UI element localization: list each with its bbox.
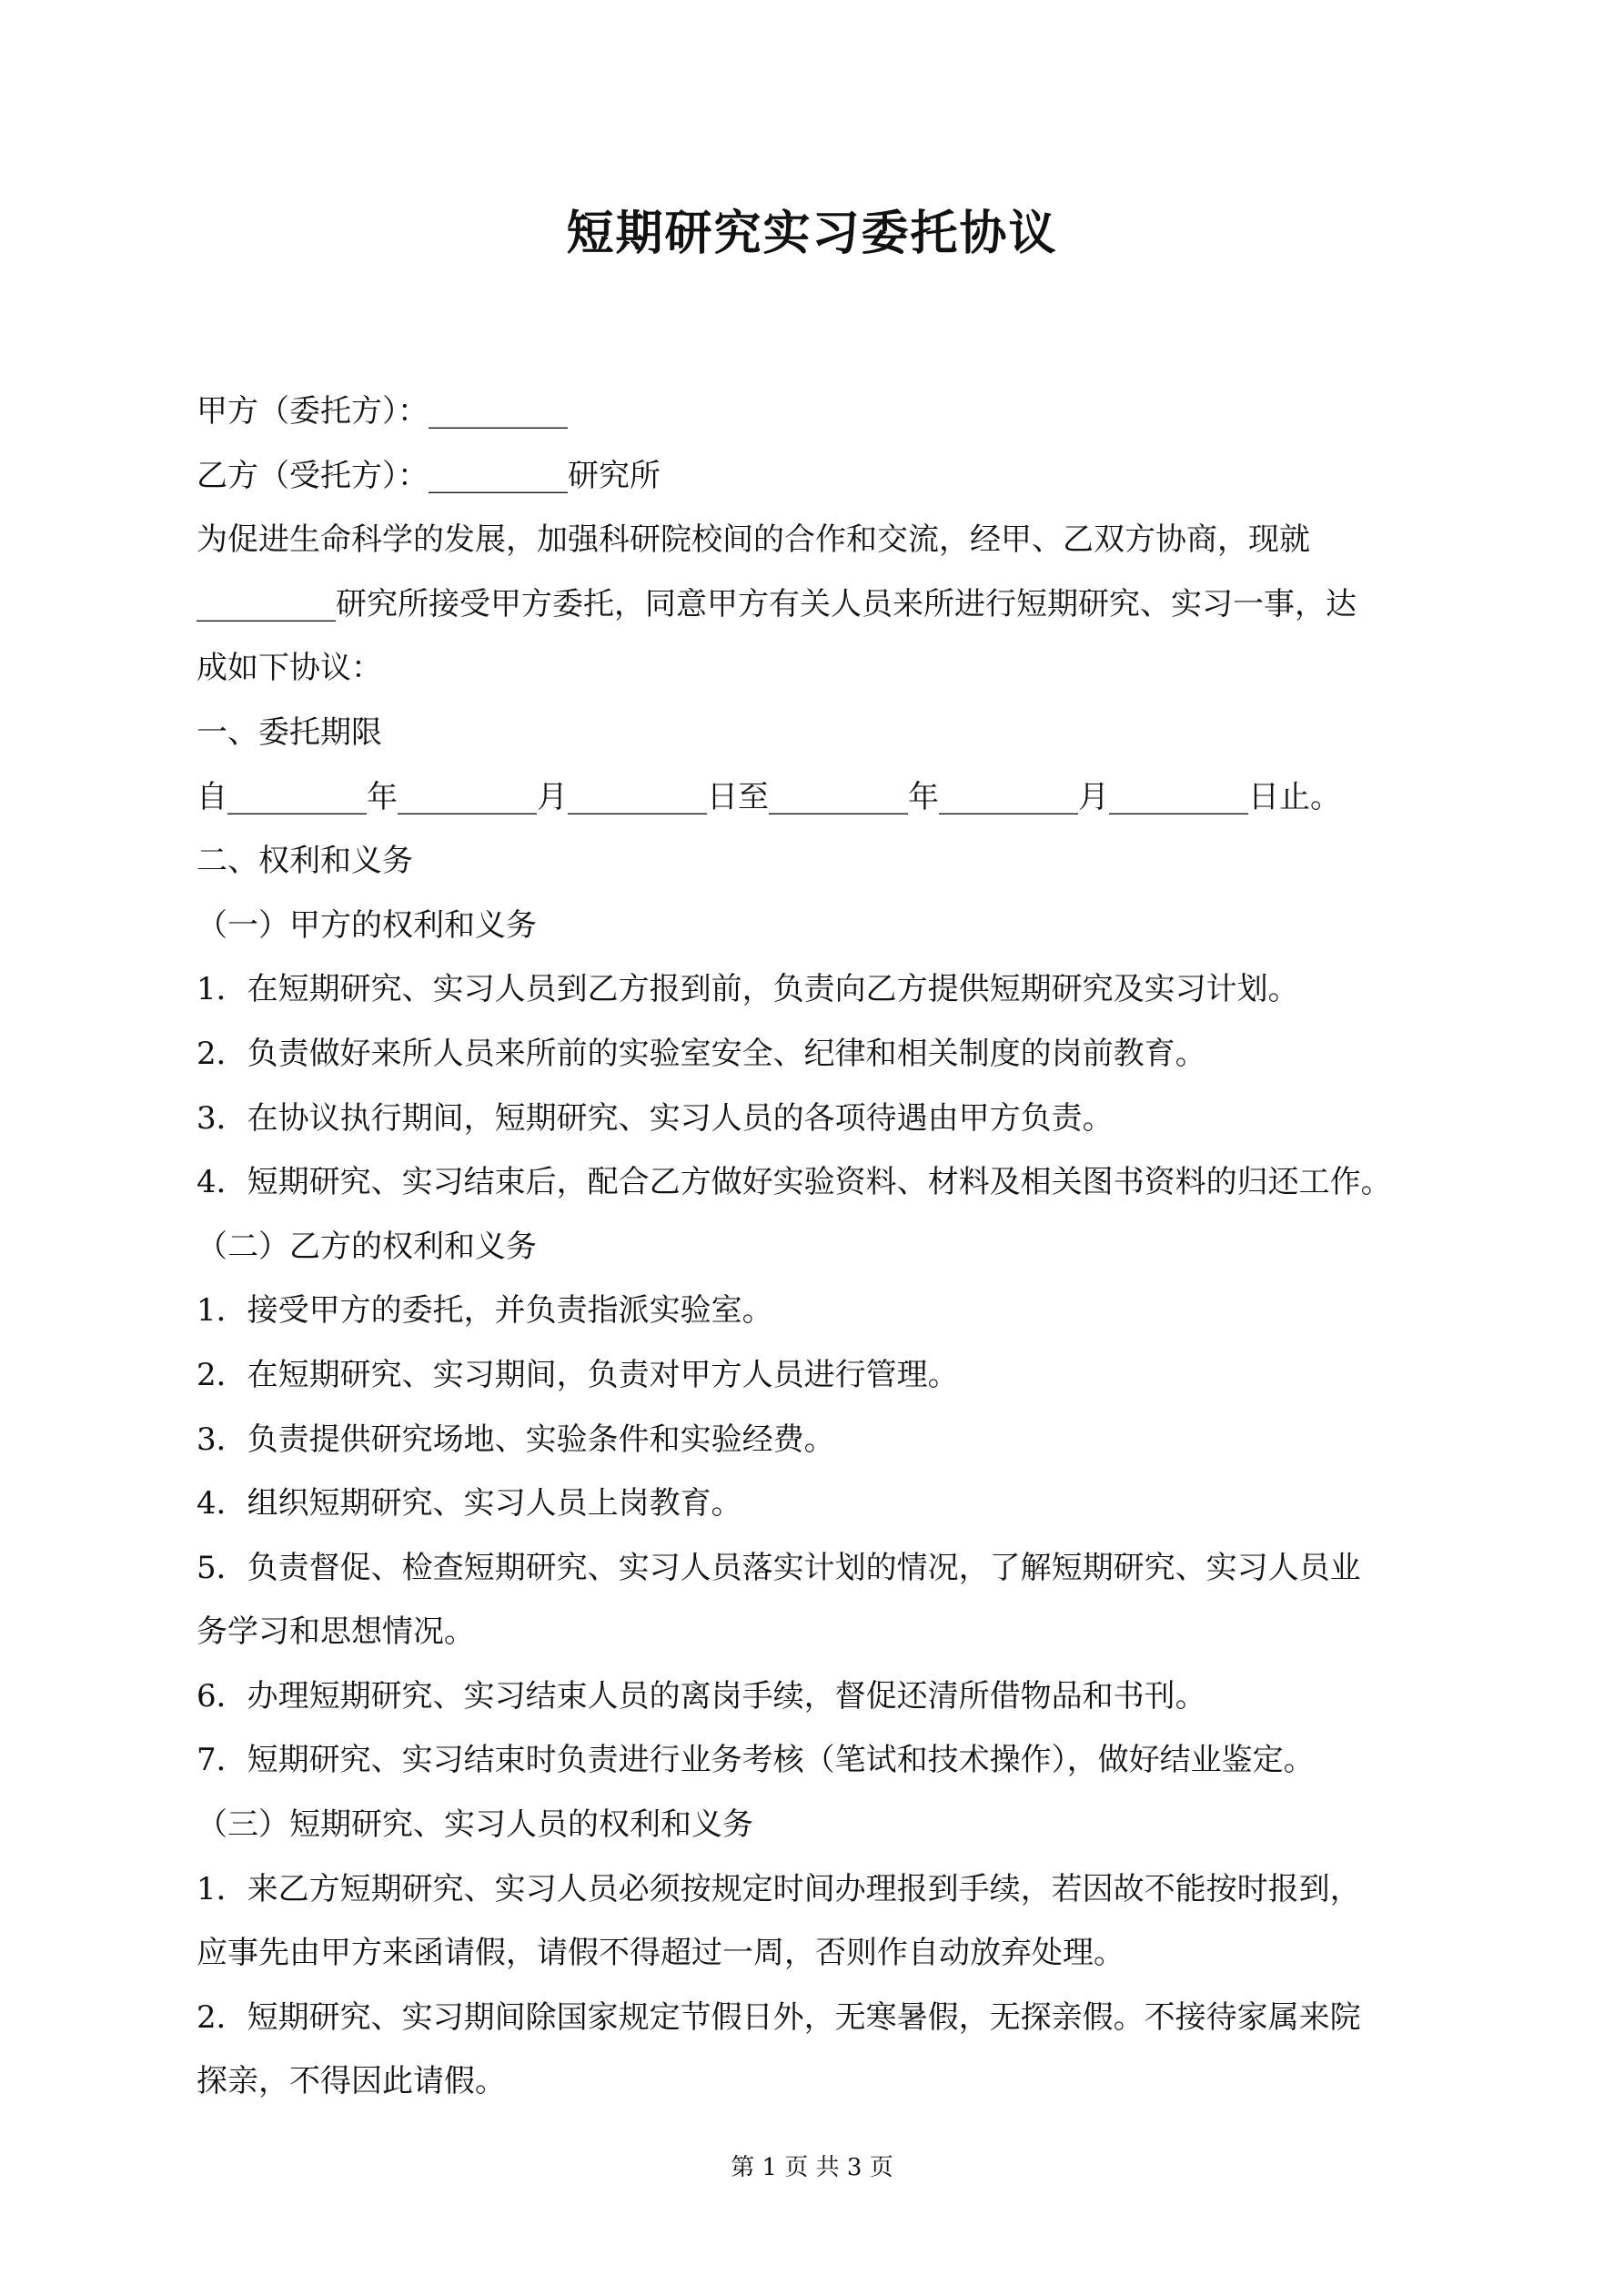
clause-line: 2．在短期研究、实习期间，负责对甲方人员进行管理。 [197, 1356, 959, 1393]
clause-line: 2．负责做好来所人员来所前的实验室安全、纪律和相关制度的岗前教育。 [197, 1035, 1206, 1072]
clause-line: 6．办理短期研究、实习结束人员的离岗手续，督促还清所借物品和书刊。 [197, 1677, 1206, 1714]
preamble-line: 成如下协议： [197, 650, 382, 687]
clause-line: 1．接受甲方的委托，并负责指派实验室。 [197, 1292, 773, 1330]
subsection-heading: （一）甲方的权利和义务 [197, 906, 537, 944]
clause-line: 4．短期研究、实习结束后，配合乙方做好实验资料、材料及相关图书资料的归还工作。 [197, 1164, 1392, 1201]
clause-line: 3．在协议执行期间，短期研究、实习人员的各项待遇由甲方负责。 [197, 1099, 1114, 1137]
clause-line: 1．来乙方短期研究、实习人员必须按规定时间办理报到手续，若因故不能按时报到， [197, 1870, 1361, 1907]
clause-line: 4．组织短期研究、实习人员上岗教育。 [197, 1485, 742, 1522]
clause-line: 1．在短期研究、实习人员到乙方报到前，负责向乙方提供短期研究及实习计划。 [197, 971, 1299, 1008]
preamble-line: 为促进生命科学的发展，加强科研院校间的合作和交流，经甲、乙双方协商，现就 [197, 521, 1310, 559]
page-number: 第 1 页 共 3 页 [731, 2154, 893, 2181]
clause-line: 应事先由甲方来函请假，请假不得超过一周，否则作自动放弃处理。 [197, 1935, 1125, 1972]
clause-line: 7．短期研究、实习结束时负责进行业务考核（笔试和技术操作），做好结业鉴定。 [197, 1742, 1315, 1779]
clause-line: 务学习和思想情况。 [197, 1613, 475, 1651]
section-heading: 二、权利和义务 [197, 843, 413, 880]
clause-line: 2．短期研究、实习期间除国家规定节假日外，无寒暑假，无探亲假。不接待家属来院 [197, 1998, 1361, 2036]
party-a-line: 甲方（委托方）：_________ [197, 393, 568, 430]
document-body [197, 379, 1443, 2114]
clause-line: 探亲，不得因此请假。 [197, 2063, 506, 2100]
preamble-line: _________研究所接受甲方委托，同意甲方有关人员来所进行短期研究、实习一事，达 [197, 585, 1357, 622]
subsection-heading: （三）短期研究、实习人员的权利和义务 [197, 1806, 753, 1844]
subsection-heading: （二）乙方的权利和义务 [197, 1228, 537, 1265]
section-heading: 一、委托期限 [197, 713, 382, 751]
party-b-line: 乙方（受托方）：_________研究所 [197, 457, 661, 494]
clause-line: 5．负责督促、检查短期研究、实习人员落实计划的情况，了解短期研究、实习人员业 [197, 1549, 1361, 1586]
term-line: 自_________年_________月_________日至_________年_________月_________日止。 [197, 778, 1341, 815]
clause-line: 3．负责提供研究场地、实验条件和实验经费。 [197, 1421, 835, 1458]
document-title: 短期研究实习委托协议 [566, 206, 1058, 261]
